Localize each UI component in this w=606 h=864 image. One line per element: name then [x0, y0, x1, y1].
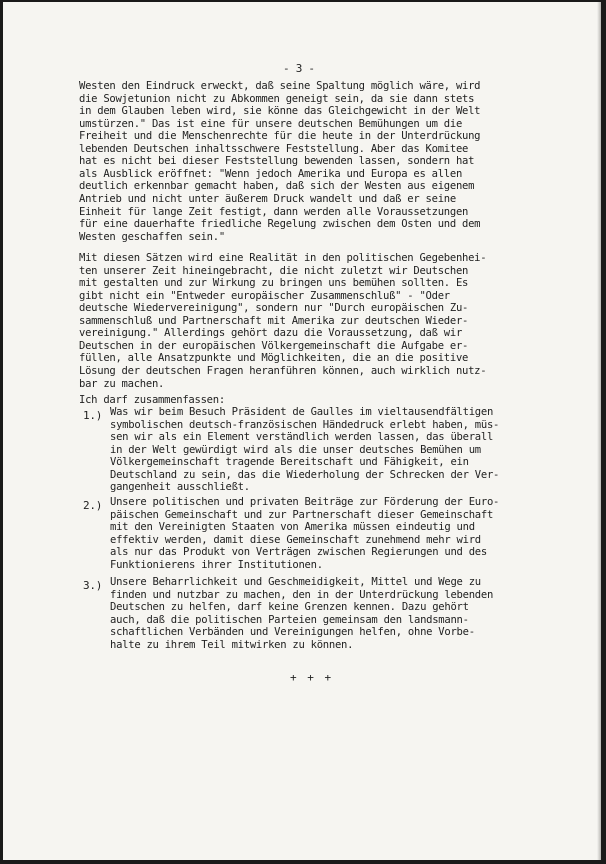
text-line: symbolischen deutsch-französischen Händedruck erlebt haben, müs- — [110, 418, 500, 431]
text-line: in der Welt gewürdigt wird als die unser deutsches Bemühen um — [110, 443, 481, 456]
text-line: bar zu machen. — [79, 377, 165, 390]
text-line: Deutschen zu helfen, darf keine Grenzen kennen. Dazu gehört — [110, 601, 469, 614]
text-line: die Sowjetunion nicht zu Abkommen geneigt sein, da sie dann stets — [79, 92, 475, 105]
text-line: gibt nicht ein "Entweder europäischer Zusammenschluß" - "Oder — [79, 289, 450, 302]
text-line: Deutschland zu sein, das die Wiederholung der Schrecken der Ver- — [110, 468, 500, 481]
text-line: deutlich erkennbar gemacht haben, daß sich der Westen aus eigenem — [79, 180, 475, 193]
text-line: in dem Glauben leben wird, sie könne das Gleichgewicht in der Welt — [79, 105, 481, 118]
text-line: Westen den Eindruck erweckt, daß seine Spaltung möglich wäre, wird — [79, 80, 481, 92]
text-line: halte zu ihrem Teil mitwirken zu können. — [110, 638, 354, 651]
text-line: umstürzen." Das ist eine für unsere deutschen Bemühungen um die — [79, 117, 463, 130]
list-number: 2.) — [83, 499, 103, 512]
text-line: mit gestalten und zur Wirkung zu bringen uns bemühen sollten. Es — [79, 277, 469, 290]
text-line: Westen geschaffen sein." — [79, 230, 225, 243]
text-line: als nur das Produkt von Verträgen zwischen Regierungen und des — [110, 546, 487, 559]
list-number: 1.) — [83, 409, 103, 422]
text-line: Was wir beim Besuch Präsident de Gaulles im vieltausendfältigen — [110, 406, 494, 418]
text-line: Ich darf zusammenfassen: — [79, 394, 225, 406]
text-line: Funktionierens ihrer Institutionen. — [110, 558, 323, 571]
closing-mark: + + + — [290, 671, 334, 684]
page-number: - 3 - — [283, 62, 315, 75]
page-edge-shadow — [597, 2, 601, 860]
text-line: Lösung der deutschen Fragen heranführen können, auch wirklich nutz- — [79, 364, 487, 377]
text-line: finden und nutzbar zu machen, den in der Unterdrückung lebenden — [110, 588, 494, 601]
text-line: Antrieb und nicht unter äußerem Druck wandelt und daß er seine — [79, 192, 456, 205]
text-line: schaftlichen Verbänden und Vereinigungen helfen, ohne Vorbe- — [110, 626, 475, 639]
text-line: Völkergemeinschaft tragende Bereitschaft und Fähigkeit, ein — [110, 456, 469, 469]
text-line: sen wir als ein Element verständlich werden lassen, das überall — [110, 431, 494, 444]
text-line: lebenden Deutschen inhaltsschwere Feststellung. Aber das Komitee — [79, 142, 469, 155]
text-line: auch, daß die politischen Parteien gemeinsam den landsmann- — [110, 613, 469, 626]
text-line: füllen, alle Ansatzpunkte und Möglichkeiten, die an die positive — [79, 352, 469, 365]
text-line: effektiv werden, damit diese Gemeinschaft zunehmend mehr wird — [110, 533, 481, 546]
text-line: hat es nicht bei dieser Feststellung bewenden lassen, sondern hat — [79, 155, 475, 168]
text-line: sammenschluß und Partnerschaft mit Amerika zur deutschen Wieder- — [79, 314, 469, 327]
text-line: Mit diesen Sätzen wird eine Realität in den politischen Gegebenhei- — [79, 252, 487, 264]
text-line: Unsere politischen und privaten Beiträge zur Förderung der Euro- — [110, 496, 500, 508]
text-line: mit den Vereinigten Staaten von Amerika müssen eindeutig und — [110, 521, 475, 534]
text-line: Unsere Beharrlichkeit und Geschmeidigkeit, Mittel und Wege zu — [110, 576, 481, 588]
text-line: gangenheit ausschließt. — [110, 481, 250, 494]
document-page — [3, 2, 601, 860]
text-line: vereinigung." Allerdings gehört dazu die Voraussetzung, daß wir — [79, 327, 463, 340]
text-line: Deutschen in der europäischen Völkergemeinschaft die Aufgabe er- — [79, 339, 469, 352]
text-line: päischen Gemeinschaft und zur Partnerschaft dieser Gemeinschaft — [110, 508, 494, 521]
list-number: 3.) — [83, 579, 103, 592]
text-line: für eine dauerhafte friedliche Regelung zwischen dem Osten und dem — [79, 218, 481, 231]
text-line: Freiheit und die Menschenrechte für die heute in der Unterdrückung — [79, 130, 481, 143]
text-line: ten unserer Zeit hineingebracht, die nicht zuletzt wir Deutschen — [79, 264, 469, 277]
text-line: Einheit für lange Zeit festigt, dann werden alle Voraussetzungen — [79, 205, 469, 218]
text-line: als Ausblick eröffnet: "Wenn jedoch Amerika und Europa es allen — [79, 167, 463, 180]
text-line: deutsche Wiedervereinigung", sondern nur "Durch europäischen Zu- — [79, 302, 469, 315]
